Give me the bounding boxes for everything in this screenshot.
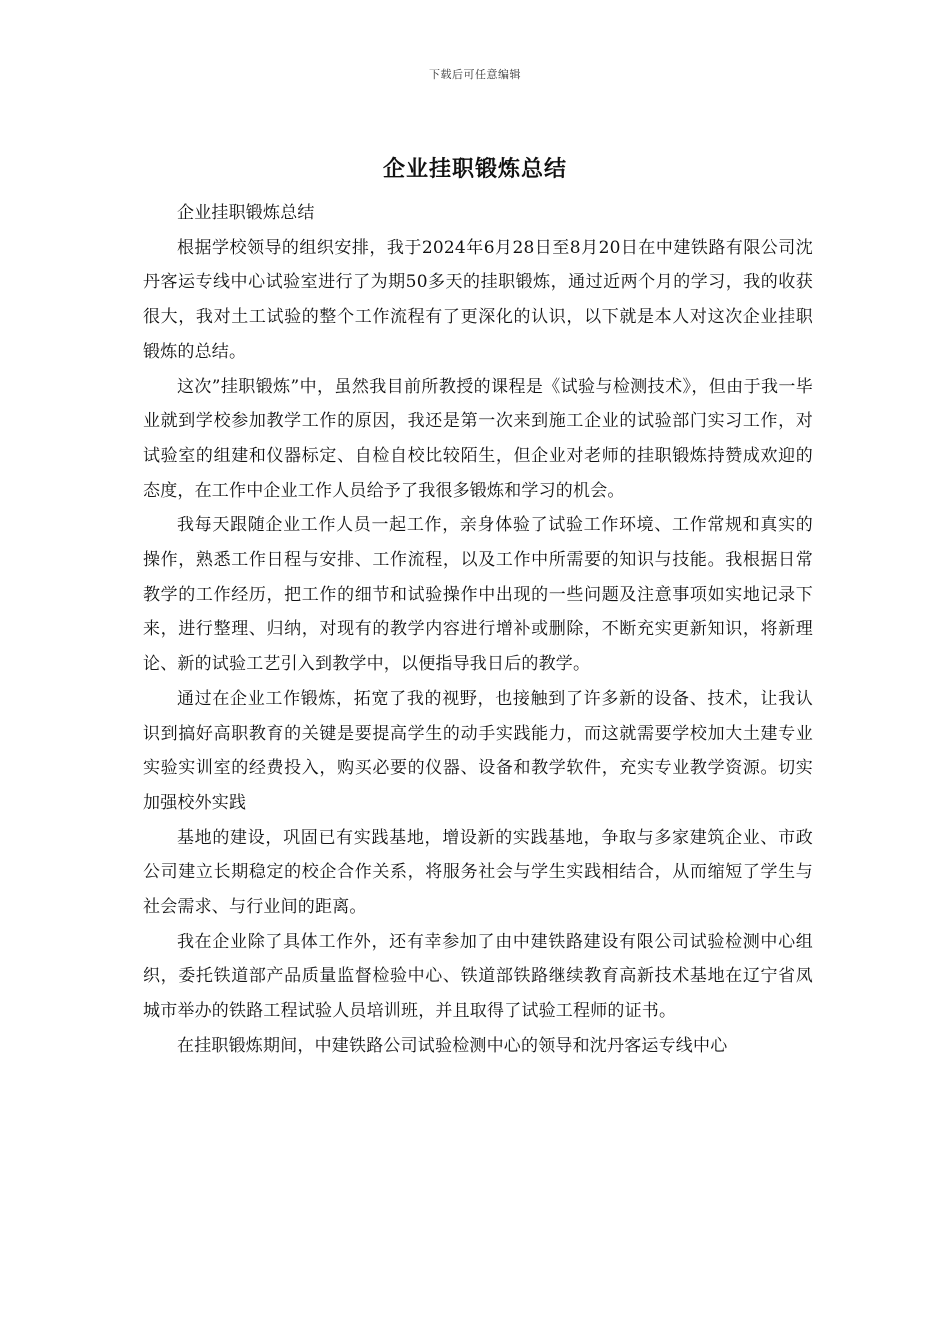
paragraph: 基地的建设，巩固已有实践基地，增设新的实践基地，争取与多家建筑企业、市政公司建立长期稳定的校企合作关系，将服务社会与学生实践相结合，从而缩短了学生与社会需求、与行业间的距离。 — [143, 827, 813, 918]
paragraph: 我在企业除了具体工作外，还有幸参加了由中建铁路建设有限公司试验检测中心组织，委托铁道部产品质量监督检验中心、铁道部铁路继续教育高新技术基地在辽宁省凤城市举办的铁路工程试验人员培训班，并且取得了试验工程师的证书。 — [143, 931, 813, 1022]
paragraph: 企业挂职锻炼总结 — [177, 203, 315, 223]
paragraph: 在挂职锻炼期间，中建铁路公司试验检测中心的领导和沈丹客运专线中心 — [177, 1035, 728, 1056]
paragraph: 通过在企业工作锻炼，拓宽了我的视野，也接触到了许多新的设备、技术，让我认识到搞好高职教育的关键是要提高学生的动手实践能力，而这就需要学校加大土建专业实验实训室的经费投入，购买必要的仪器、设备和教学软件，充实专业教学资源。切实加强校外实践 — [143, 688, 813, 813]
document-title: 企业挂职锻炼总结 — [382, 157, 567, 182]
paragraph: 我每天跟随企业工作人员一起工作，亲身体验了试验工作环境、工作常规和真实的操作，熟悉工作日程与安排、工作流程，以及工作中所需要的知识与技能。我根据日常教学的工作经历，把工作的细节和试验操作中出现的一些问题及注意事项如实地记录下来，进行整理、归纳，对现有的教学内容进行增补或删除，不断充实更新知识，将新理论、新的试验工艺引入到教学中，以便指导我日后的教学。 — [143, 515, 813, 675]
header-note: 下载后可任意编辑 — [429, 68, 521, 81]
paragraph: 根据学校领导的组织安排，我于2024年6月28日至8月20日在中建铁路有限公司沈丹客运专线中心试验室进行了为期50多天的挂职锻炼，通过近两个月的学习，我的收获很大，我对土工试验的整个工作流程有了更深化的认识，以下就是本人对这次企业挂职锻炼的总结。 — [143, 237, 813, 362]
paragraph: 这次”挂职锻炼”中，虽然我目前所教授的课程是《试验与检测技术》，但由于我一毕业就到学校参加教学工作的原因，我还是第一次来到施工企业的试验部门实习工作，对试验室的组建和仪器标定、自检自校比较陌生，但企业对老师的挂职锻炼持赞成欢迎的态度，在工作中企业工作人员给予了我很多锻炼和学习的机会。 — [143, 376, 813, 501]
document-body — [143, 196, 813, 1064]
